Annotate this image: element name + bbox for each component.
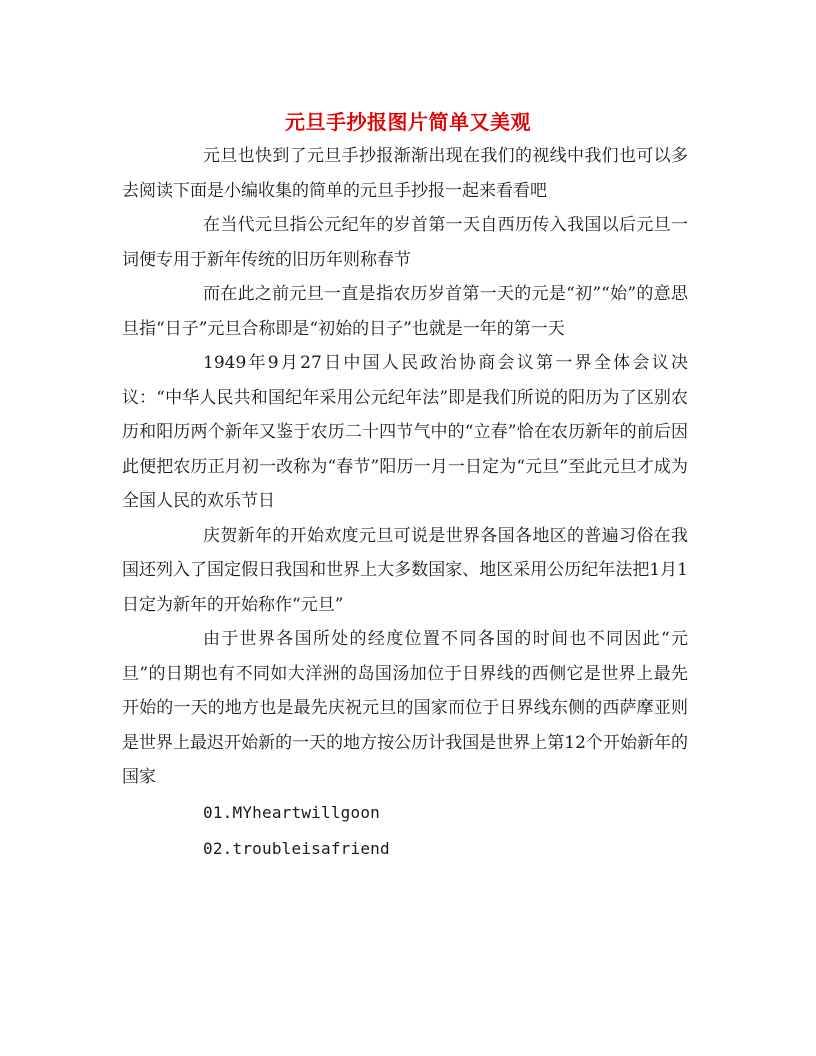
paragraph: 元旦也快到了元旦手抄报渐渐出现在我们的视线中我们也可以多去阅读下面是小编收集的简单的元旦手抄报一起来看看吧 [122, 146, 688, 201]
document-body [122, 139, 688, 867]
paragraph: 1949年9月27日中国人民政治协商会议第一界全体会议决议：“中华人民共和国纪年采用公元纪年法”即是我们所说的阳历为了区别农历和阳历两个新年又鉴于农历二十四节气中的“立春”恰在农历新年的前后因此便把农历正月初一改称为“春节”阳历一月一日定为“元旦”至此元旦才成为全国人民的欢乐节日 [122, 353, 688, 511]
song-list-item: 01.MYheartwillgoon [203, 802, 380, 822]
paragraph: 而在此之前元旦一直是指农历岁首第一天的元是“初”“始”的意思旦指“日子”元旦合称即是“初始的日子”也就是一年的第一天 [122, 284, 688, 339]
paragraph: 庆贺新年的开始欢度元旦可说是世界各国各地区的普遍习俗在我国还列入了国定假日我国和世界上大多数国家、地区采用公历纪年法把1月1日定为新年的开始称作“元旦” [122, 525, 688, 615]
song-list-item: 02.troubleisafriend [203, 838, 390, 858]
document-title: 元旦手抄报图片简单又美观 [285, 110, 531, 135]
paragraph: 在当代元旦指公元纪年的岁首第一天自西历传入我国以后元旦一词便专用于新年传统的旧历年则称春节 [122, 215, 688, 270]
paragraph: 由于世界各国所处的经度位置不同各国的时间也不同因此“元旦”的日期也有不同如大洋洲的岛国汤加位于日界线的西侧它是世界上最先开始的一天的地方也是最先庆祝元旦的国家而位于日界线东侧的西萨摩亚则是世界上最迟开始新的一天的地方按公历计我国是世界上第12个开始新年的国家 [122, 629, 688, 787]
